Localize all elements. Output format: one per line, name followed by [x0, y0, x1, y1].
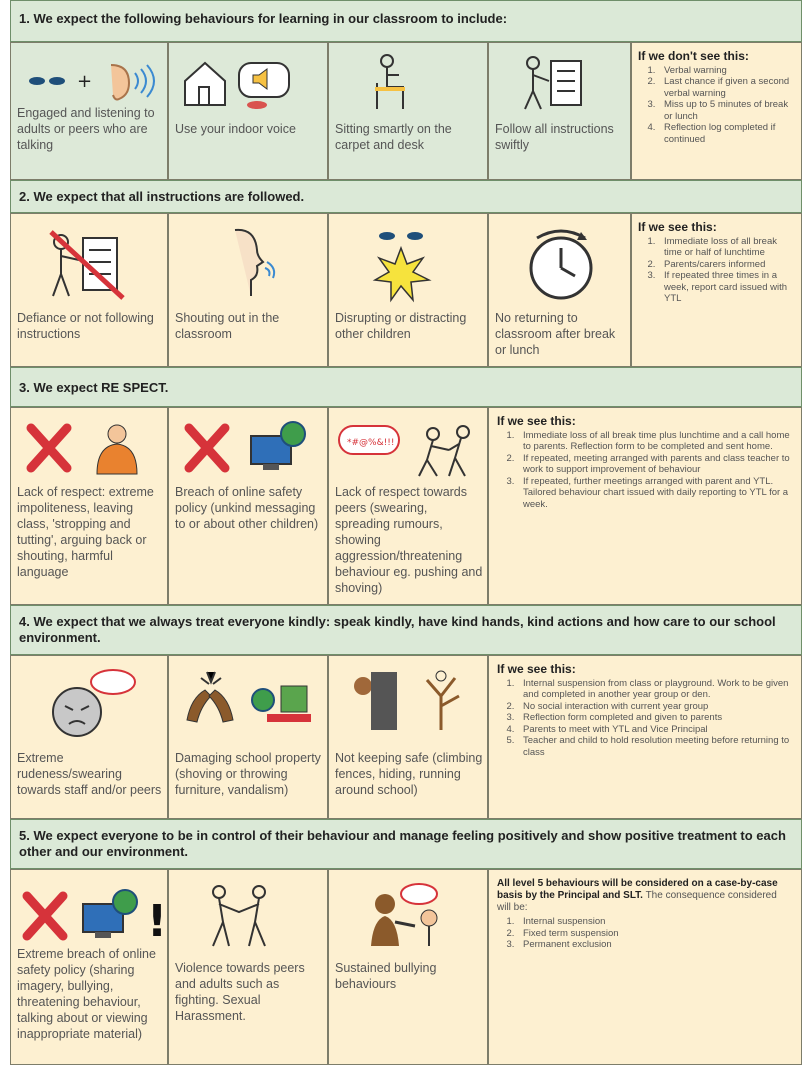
s5-violence-cell: [168, 869, 328, 1065]
cross-person-icon: [25, 420, 155, 476]
person-checklist-icon: [519, 55, 589, 111]
list-item: 3. Permanent exclusion: [517, 939, 793, 951]
s1-consequences-title: If we don't see this:: [638, 49, 749, 63]
s2-no-returning-cell: [488, 213, 631, 367]
eyes-burst-icon: [369, 226, 439, 304]
shouting-face-icon: [225, 226, 275, 298]
clock-icon: [523, 228, 599, 304]
svg-text:+: +: [77, 71, 93, 92]
list-item: 5. Teacher and child to hold resolution meeting before returning to class: [517, 735, 793, 758]
s2-disrupting-cell: [328, 213, 488, 367]
s5-bullying-cell: [328, 869, 488, 1065]
swear-symbols-text: *#@%&!!!: [347, 438, 395, 448]
s1-indoor-voice-cell: [168, 42, 328, 180]
list-item: 1. Internal suspension: [517, 916, 793, 928]
s3-consequences-cell: [488, 407, 802, 605]
s5-intro-rest: The consequence considered will be:: [497, 890, 777, 913]
section-4-header: 4. We expect that we always treat everyone kindly: speak kindly, have kind hands, kind actions and how care to our school environment.: [10, 605, 802, 655]
list-item: 3. Reflection form completed and given to parents: [517, 712, 793, 724]
breaking-items-icon: [177, 668, 322, 728]
s5-intro-bold: All level 5 behaviours will be considered on a case-by-case basis by the Principal and SLT.: [497, 878, 778, 901]
s1-engaged-listening-cell: [10, 42, 168, 180]
s4-cell-2-label: Damaging school property (shoving or throwing furniture, vandalism): [175, 751, 321, 797]
s3-consequences-list: [497, 430, 793, 511]
s2-cell-4-label: No returning to classroom after break or lunch: [495, 311, 616, 357]
list-item: 3. If repeated, further meetings arranged with parent and YTL. Tailored behaviour chart issued with daily reporting to YTL for a week.: [517, 476, 793, 511]
house-speaker-icon: [181, 55, 301, 111]
list-item: 2. Parents/carers informed: [658, 259, 795, 271]
s2-consequences-title: If we see this:: [638, 220, 717, 234]
s5-cell-2-label: Violence towards peers and adults such as fighting. Sexual Harassment.: [175, 961, 305, 1023]
s2-defiance-cell: [10, 213, 168, 367]
s3-cell-2-label: Breach of online safety policy (unkind messaging to or about other children): [175, 485, 319, 531]
eyes-ear-icon: [23, 57, 163, 101]
s5-consequences-cell: [488, 869, 802, 1065]
s3-lack-respect-cell: [10, 407, 168, 605]
s2-shouting-cell: [168, 213, 328, 367]
list-item: 2. No social interaction with current year group: [517, 701, 793, 713]
angry-face-speech-icon: [47, 666, 137, 740]
s5-consequences-list: [497, 916, 793, 951]
crossed-out-instructions-icon: [47, 230, 127, 300]
s1-cell-3-label: Sitting smartly on the carpet and desk: [335, 122, 452, 152]
s4-consequences-cell: [488, 655, 802, 819]
s4-cell-3-label: Not keeping safe (climbing fences, hiding, running around school): [335, 751, 483, 797]
list-item: 2. Last chance if given a second verbal warning: [658, 76, 795, 99]
list-item: 4. Parents to meet with YTL and Vice Principal: [517, 724, 793, 736]
list-item: 2. Fixed term suspension: [517, 928, 793, 940]
hiding-climbing-icon: [341, 666, 477, 732]
s2-cell-1-label: Defiance or not following instructions: [17, 311, 154, 341]
s4-consequences-list: [497, 678, 793, 759]
list-item: 4. Reflection log completed if continued: [658, 122, 795, 145]
section-2-header: 2. We expect that all instructions are followed.: [10, 180, 802, 213]
s3-consequences-title: If we see this:: [497, 414, 576, 428]
list-item: 1. Immediate loss of all break time or half of lunchtime: [658, 236, 795, 259]
s2-cell-2-label: Shouting out in the classroom: [175, 311, 280, 341]
s5-consequences-intro: [497, 878, 793, 914]
section-3-header: 3. We expect RE SPECT.: [10, 367, 802, 407]
s3-peers-respect-cell: [328, 407, 488, 605]
s1-follow-instructions-cell: [488, 42, 631, 180]
warning-mark-text: !: [147, 896, 168, 947]
s1-cell-4-label: Follow all instructions swiftly: [495, 122, 614, 152]
s3-cell-1-label: Lack of respect: extreme impoliteness, leaving class, 'stropping and tutting', arguing back or shouting, harmful language: [17, 485, 154, 579]
section-1-header: 1. We expect the following behaviours for learning in our classroom to include:: [10, 0, 802, 42]
s2-consequences-list: [638, 236, 795, 305]
cross-computer-icon: [183, 418, 313, 474]
s2-cell-3-label: Disrupting or distracting other children: [335, 311, 467, 341]
list-item: 1. Immediate loss of all break time plus lunchtime and a call home to parents. Reflection form to be completed and sent home.: [517, 430, 793, 453]
s1-consequences-list: [638, 65, 795, 146]
s4-cell-1-label: Extreme rudeness/swearing towards staff and/or peers: [17, 751, 162, 797]
list-item: 2. If repeated, meeting arranged with parents and class teacher to work to support improvement of behaviour: [517, 453, 793, 476]
list-item: 1. Internal suspension from class or playground. Work to be given and completed in another year group or den.: [517, 678, 793, 701]
s5-cell-3-label: Sustained bullying behaviours: [335, 961, 437, 991]
s3-online-breach-cell: [168, 407, 328, 605]
swearing-pushing-icon: [337, 420, 482, 480]
s3-cell-3-label: Lack of respect towards peers (swearing, spreading rumours, showing aggression/threatening behaviour eg. pushing and shoving): [335, 485, 483, 595]
s1-cell-2-label: Use your indoor voice: [175, 122, 296, 136]
s5-extreme-breach-cell: [10, 869, 168, 1065]
s2-consequences-cell: [631, 213, 802, 367]
s1-sitting-smartly-cell: [328, 42, 488, 180]
bullying-icon: [363, 882, 453, 948]
list-item: 1. Verbal warning: [658, 65, 795, 77]
s1-cell-1-label: Engaged and listening to adults or peers who are talking: [17, 106, 155, 152]
cross-computer-warning-icon: [21, 886, 168, 947]
s4-damaging-property-cell: [168, 655, 328, 819]
s5-cell-1-label: Extreme breach of online safety policy (sharing imagery, bullying, threatening behaviour, talking about or viewing inappropriate material): [17, 947, 156, 1041]
section-5-header: 5. We expect everyone to be in control of their behaviour and manage feeling positively and show positive treatment to each other and our environment.: [10, 819, 802, 869]
s4-not-safe-cell: [328, 655, 488, 819]
s1-consequences-cell: [631, 42, 802, 180]
s4-rudeness-cell: [10, 655, 168, 819]
sitting-person-icon: [369, 53, 419, 113]
s4-consequences-title: If we see this:: [497, 662, 576, 676]
list-item: 3. If repeated three times in a week, report card issued with YTL: [658, 270, 795, 305]
list-item: 3. Miss up to 5 minutes of break or lunch: [658, 99, 795, 122]
fighting-people-icon: [199, 882, 279, 948]
